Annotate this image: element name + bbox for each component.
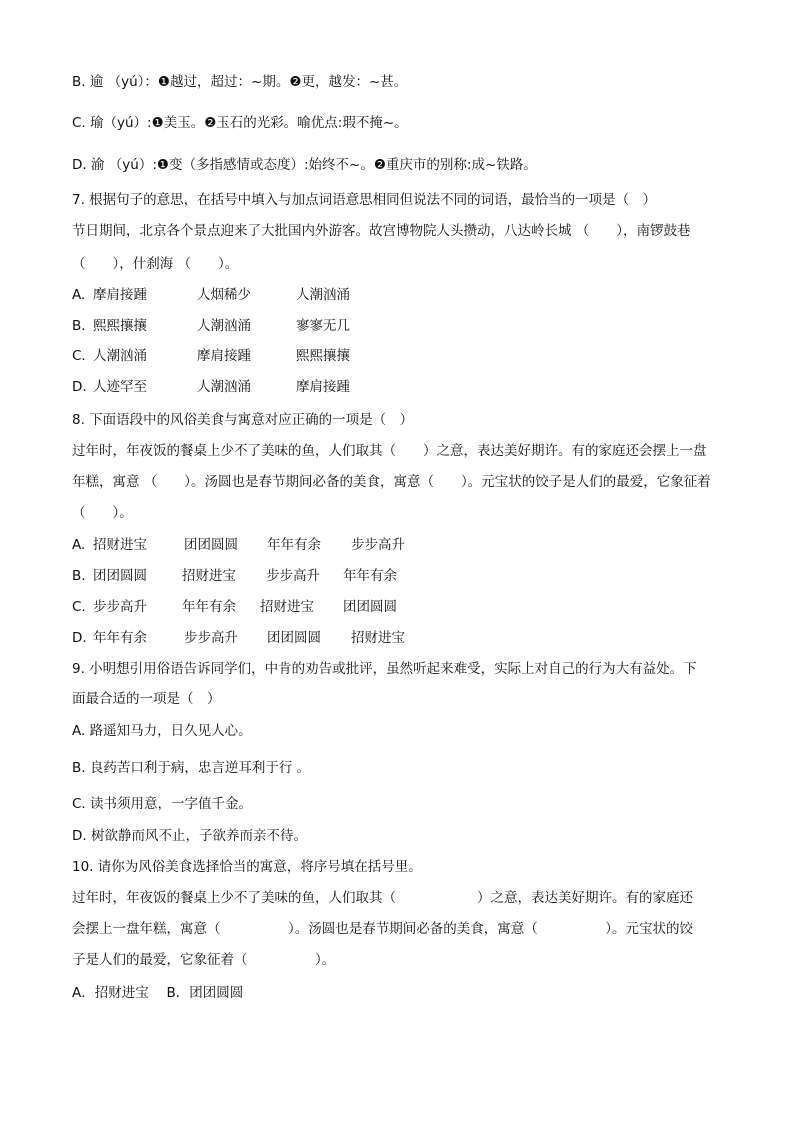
question-7-passage-line-2: （ ），什刹海 （ ）。 [72, 256, 239, 272]
question-7-stem: 7. 根据句子的意思，在括号中填入与加点词语意思相同但说法不同的词语，最恰当的一项是（ ） [72, 192, 657, 208]
option-word: 招财进宝 [182, 568, 236, 584]
option-word: 人潮汹涌 [296, 287, 350, 303]
option-word: 人烟稀少 [197, 287, 251, 303]
question-8-passage-line-1: 过年时，年夜饭的餐桌上少不了美味的鱼，人们取其（ ）之意，表达美好期许。有的家庭还会摆上一盘 [72, 443, 707, 459]
option-word: 人潮汹涌 [197, 318, 251, 334]
option-letter: C. [72, 348, 86, 364]
option-word: 年年有余 [182, 599, 236, 615]
option-letter: A. [72, 537, 86, 553]
question-8-stem: 8. 下面语段中的风俗美食与寓意对应正确的一项是（ ） [72, 412, 414, 428]
option-word: 寥寥无几 [296, 318, 350, 334]
question-8-passage-line-3: （ ）。 [72, 505, 133, 521]
question-9-option-d[interactable]: D. 树欲静而风不止，子欲养而亲不待。 [72, 828, 307, 844]
option-word: 团团圆圆 [184, 537, 238, 553]
option-word: 熙熙攘攘 [93, 318, 147, 334]
definition-c: C. 瑜（yú）:❶美玉。❷玉石的光彩。喻优点:瑕不掩~。 [72, 115, 408, 131]
option-word: 摩肩接踵 [296, 379, 350, 395]
option-word: 招财进宝 [351, 630, 405, 646]
option-word: 步步高升 [184, 630, 238, 646]
option-word: 人潮汹涌 [197, 379, 251, 395]
option-word: 招财进宝 [260, 599, 314, 615]
option-word: 团团圆圆 [93, 568, 147, 584]
option-letter: B. [72, 318, 86, 334]
question-9-option-c[interactable]: C. 读书须用意，一字值千金。 [72, 796, 253, 812]
question-9-stem-line-2: 面最合适的一项是（ ） [72, 691, 221, 707]
option-word: 人迹罕至 [93, 379, 147, 395]
option-letter: D. [72, 379, 87, 395]
question-9-stem-line-1: 9. 小明想引用俗语告诉同学们，中肯的劝告或批评，虽然听起来难受，实际上对自己的行为大有益处。下 [72, 661, 697, 677]
question-9-option-a[interactable]: A. 路遥知马力，日久见人心。 [72, 723, 252, 739]
question-10-stem: 10. 请你为风俗美食选择恰当的寓意，将序号填在括号里。 [72, 859, 422, 875]
question-9-option-b[interactable]: B. 良药苦口利于病，忠言逆耳利于行 。 [72, 760, 311, 776]
question-8-passage-line-2: 年糕，寓意 （ ）。汤圆也是春节期间必备的美食，寓意（ ）。元宝状的饺子是人们的最爱，它象征着 [72, 474, 711, 490]
option-letter: D. [72, 630, 87, 646]
option-letter: A. [72, 287, 86, 303]
option-word: 摩肩接踵 [197, 348, 251, 364]
option-word: 摩肩接踵 [93, 287, 147, 303]
definition-b: B. 逾 （yú）：❶越过，超过：~期。❷更，越发：~甚。 [72, 74, 408, 90]
option-word: 步步高升 [93, 599, 147, 615]
question-10-passage-line-3: 子是人们的最爱，它象征着（ ）。 [72, 952, 336, 968]
question-10-passage-line-1: 过年时，年夜饭的餐桌上少不了美味的鱼，人们取其（ ）之意，表达美好期许。有的家庭还 [72, 890, 693, 906]
option-word: 年年有余 [343, 568, 397, 584]
option-letter: C. [72, 599, 86, 615]
option-word: 招财进宝 [93, 537, 147, 553]
option-word: 年年有余 [93, 630, 147, 646]
option-word: 团团圆圆 [343, 599, 397, 615]
question-10-passage-line-2: 会摆上一盘年糕，寓意（ ）。汤圆也是春节期间必备的美食，寓意（ ）。元宝状的饺 [72, 921, 693, 937]
option-letter: B. [72, 568, 86, 584]
option-word: 熙熙攘攘 [296, 348, 350, 364]
option-word: 团团圆圆 [267, 630, 321, 646]
question-7-passage-line-1: 节日期间，北京各个景点迎来了大批国内外游客。故宫博物院人头攒动，八达岭长城 （ ），南锣鼓巷 [72, 223, 691, 239]
option-word: 步步高升 [351, 537, 405, 553]
option-word: 步步高升 [266, 568, 320, 584]
question-10-choices: A．招财进宝 B．团团圆圆 [72, 985, 244, 1001]
definition-d: D. 渝 （yú）:❶变（多指感情或态度）:始终不~。❷重庆市的别称:成~铁路。 [72, 157, 537, 173]
option-word: 年年有余 [267, 537, 321, 553]
option-word: 人潮汹涌 [93, 348, 147, 364]
